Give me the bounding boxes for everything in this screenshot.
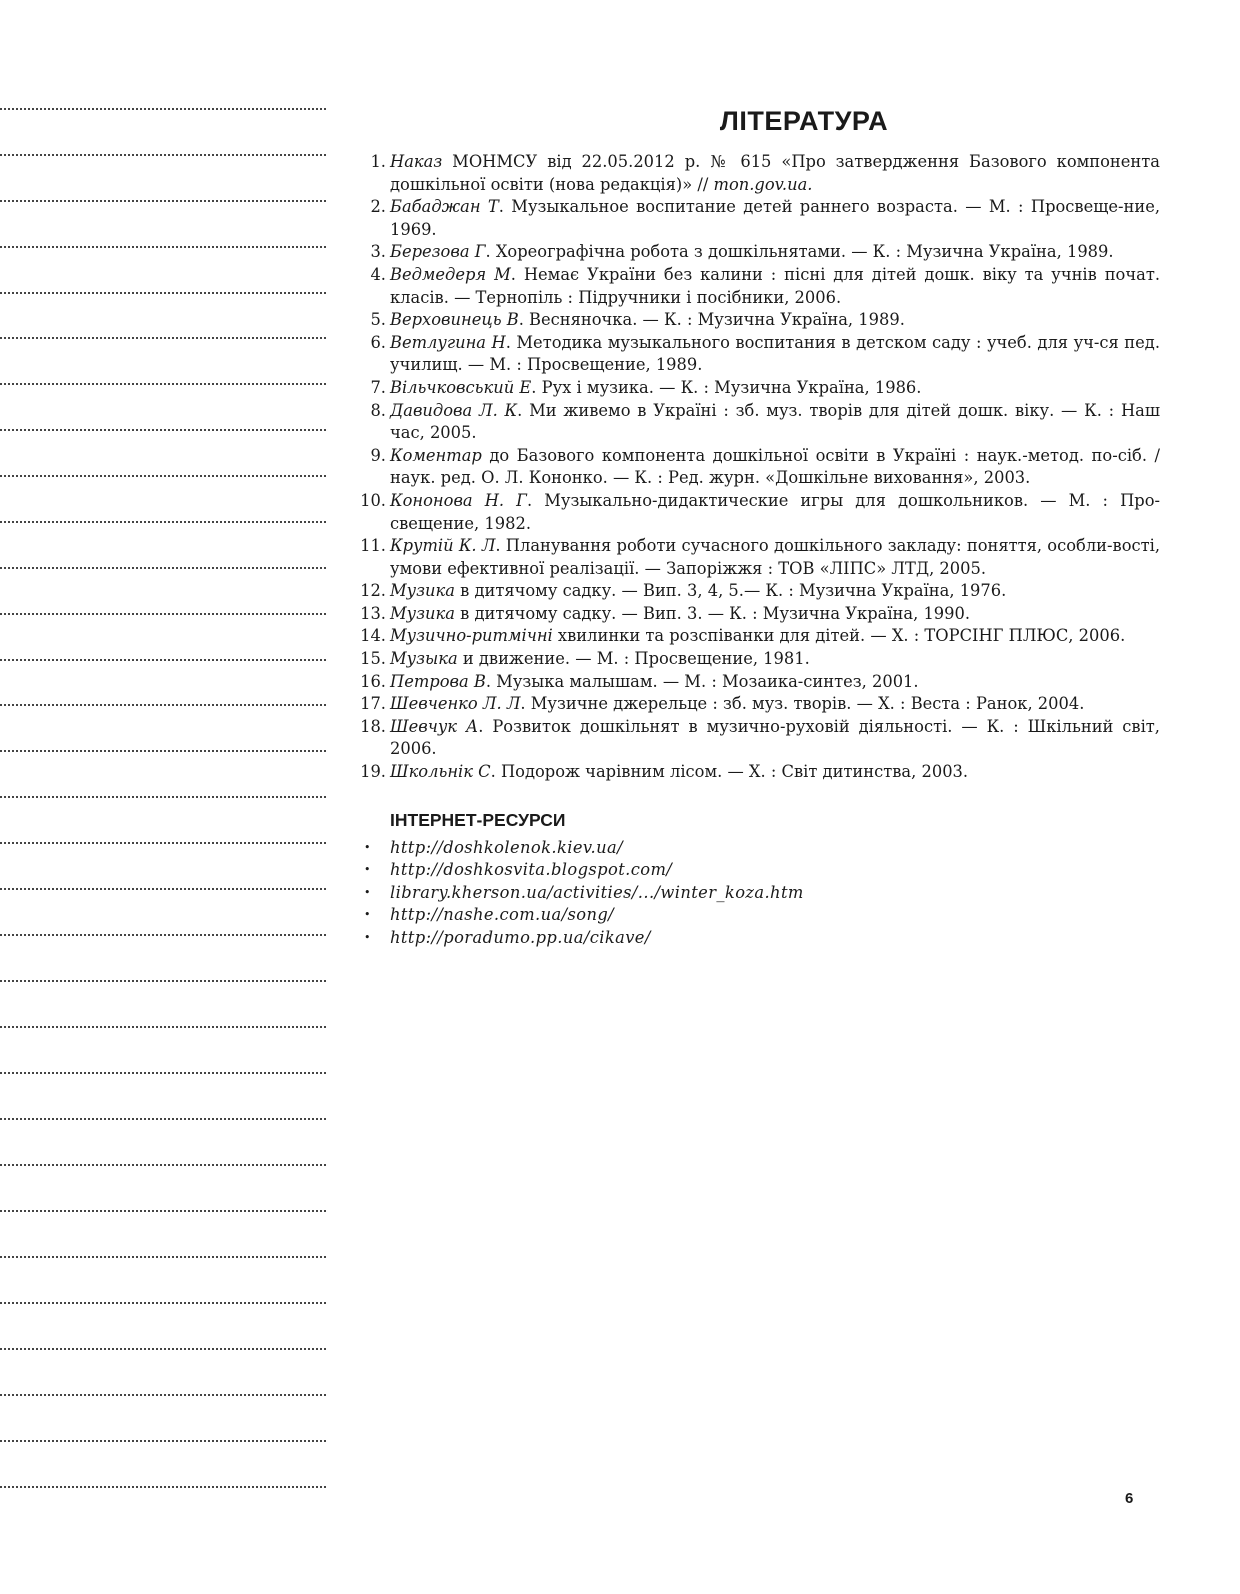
reference-number: 5. bbox=[370, 310, 386, 330]
reference-author: Музыка bbox=[390, 649, 458, 669]
reference-text: и движение. — М. : Просвещение, 1981. bbox=[457, 649, 810, 669]
note-line bbox=[0, 796, 326, 798]
reference-author: Школьнік С bbox=[390, 762, 491, 782]
reference-number: 15. bbox=[360, 649, 386, 669]
reference-item bbox=[352, 445, 1160, 490]
reference-text: . Музыкальное воспитание детей раннего возраста. — М. : Просвеще-ние, 1969. bbox=[390, 197, 1160, 239]
reference-number: 17. bbox=[360, 694, 386, 714]
resource-link[interactable]: library.kherson.ua/activities/.../winter_koza.htm bbox=[390, 882, 804, 902]
reference-text: . Хореографічна робота з дошкільнятами. — К. : Музична Україна, 1989. bbox=[485, 242, 1114, 262]
note-line bbox=[0, 429, 326, 431]
references-list bbox=[352, 151, 1160, 784]
reference-text: до Базового компонента дошкільної освіти в Україні : наук.-метод. по-сіб. / наук. ред. О. Л. Кононко. — К. : Ред. журн. «Дошкільне виховання», 2003. bbox=[390, 445, 1160, 488]
note-line bbox=[0, 704, 326, 706]
reference-author: Ветлугина Н bbox=[390, 332, 506, 352]
reference-item bbox=[352, 671, 1160, 694]
reference-number: 11. bbox=[360, 536, 386, 556]
note-line bbox=[0, 108, 326, 110]
reference-item bbox=[352, 332, 1160, 377]
reference-number: 2. bbox=[370, 197, 386, 217]
resource-link[interactable]: http://poradumo.pp.ua/cikave/ bbox=[390, 928, 651, 947]
resource-link[interactable]: http://nashe.com.ua/song/ bbox=[390, 905, 615, 925]
reference-text: в дитячому садку. — Вип. 3. — К. : Музична Україна, 1990. bbox=[454, 603, 971, 623]
note-line bbox=[0, 246, 326, 248]
reference-text: в дитячому садку. — Вип. 3, 4, 5.— К. : Музична Україна, 1976. bbox=[454, 581, 1007, 601]
reference-number: 12. bbox=[360, 581, 386, 601]
reference-item bbox=[352, 264, 1160, 309]
note-line bbox=[0, 1072, 326, 1074]
note-line bbox=[0, 659, 326, 661]
note-line bbox=[0, 200, 326, 202]
bullet-icon: • bbox=[364, 863, 371, 877]
note-line bbox=[0, 1210, 326, 1212]
reference-text: . Музичне джерельце : зб. муз. творів. — Х. : Веста : Ранок, 2004. bbox=[520, 694, 1085, 714]
reference-item bbox=[352, 580, 1160, 603]
reference-text: . Ми живемо в Україні : зб. муз. творів для дітей дошк. віку. — К. : Наш час, 2005. bbox=[390, 400, 1160, 443]
reference-item bbox=[352, 648, 1160, 671]
note-line bbox=[0, 475, 326, 477]
reference-number: 16. bbox=[360, 671, 386, 691]
note-line bbox=[0, 888, 326, 890]
bullet-icon: • bbox=[364, 931, 371, 944]
reference-number: 10. bbox=[360, 490, 386, 510]
bullet-icon: • bbox=[364, 908, 371, 922]
reference-number: 14. bbox=[360, 626, 386, 646]
reference-item bbox=[352, 400, 1160, 445]
reference-item bbox=[352, 377, 1160, 400]
reference-author: Давидова Л. К bbox=[390, 400, 518, 420]
reference-text: . Рух і музика. — К. : Музична Україна, 1986. bbox=[531, 377, 922, 397]
reference-number: 19. bbox=[360, 762, 386, 782]
note-line bbox=[0, 1394, 326, 1396]
resource-item bbox=[352, 904, 1160, 927]
reference-number: 6. bbox=[370, 332, 386, 352]
reference-number: 8. bbox=[370, 400, 386, 420]
note-line bbox=[0, 1348, 326, 1350]
note-line bbox=[0, 567, 326, 569]
note-line bbox=[0, 1486, 326, 1488]
reference-text: . Весняночка. — К. : Музична Україна, 1989. bbox=[518, 310, 905, 330]
reference-item bbox=[352, 603, 1160, 626]
note-line bbox=[0, 1026, 326, 1028]
bullet-icon: • bbox=[364, 885, 371, 899]
resource-item bbox=[352, 837, 1160, 860]
resource-item bbox=[352, 927, 1160, 950]
reference-item bbox=[352, 716, 1160, 761]
note-line bbox=[0, 1302, 326, 1304]
reference-item bbox=[352, 196, 1160, 241]
reference-item bbox=[352, 693, 1160, 716]
note-line bbox=[0, 842, 326, 844]
internet-resources-title: ІНТЕРНЕТ-РЕСУРСИ bbox=[390, 809, 566, 830]
reference-author: Вільчковський Е bbox=[390, 377, 532, 397]
reference-author: Шевченко Л. Л bbox=[390, 694, 521, 714]
reference-item bbox=[352, 309, 1160, 332]
note-line bbox=[0, 521, 326, 523]
reference-number: 4. bbox=[370, 264, 386, 284]
internet-resources-list bbox=[352, 837, 1160, 950]
reference-text: . Подорож чарівним лісом. — Х. : Світ дитинства, 2003. bbox=[490, 762, 969, 782]
reference-item bbox=[352, 761, 1160, 784]
reference-text: . Музыка малышам. — М. : Мозаика-синтез, 2001. bbox=[485, 671, 919, 691]
reference-author: Кононова Н. Г bbox=[390, 490, 527, 510]
reference-author: Шевчук А bbox=[390, 716, 479, 736]
reference-text: . Методика музыкального воспитания в детском саду : учеб. для уч-ся пед. училищ. — М. : Просвещение, 1989. bbox=[390, 332, 1160, 375]
note-line bbox=[0, 1256, 326, 1258]
resource-link[interactable]: http://doshkolenok.kiev.ua/ bbox=[390, 837, 623, 857]
reference-author: Коментар bbox=[390, 445, 482, 465]
reference-item bbox=[352, 151, 1160, 196]
reference-number: 7. bbox=[370, 377, 386, 397]
notes-column bbox=[0, 0, 326, 1594]
reference-text: . Планування роботи сучасного дошкільного закладу: поняття, особли-вості, умови ефективної реалізації. — Запоріжжя : ТОВ «ЛІПС» ЛТД, 2005. bbox=[390, 536, 1160, 578]
reference-author: Музика bbox=[390, 581, 455, 601]
note-line bbox=[0, 934, 326, 936]
note-line bbox=[0, 1118, 326, 1120]
reference-item bbox=[352, 241, 1160, 264]
note-line bbox=[0, 613, 326, 615]
resource-item bbox=[352, 859, 1160, 882]
reference-author: Бабаджан Т bbox=[390, 197, 499, 217]
reference-author: Верховинець В bbox=[390, 310, 519, 330]
reference-text: . Музыкально-дидактические игры для дошкольников. — М. : Про-свещение, 1982. bbox=[390, 490, 1160, 533]
reference-author: Музично-ритмічні bbox=[390, 626, 553, 646]
page-title: ЛІТЕРАТУРА bbox=[719, 106, 889, 136]
note-line bbox=[0, 292, 326, 294]
resource-item bbox=[352, 882, 1160, 905]
page-number: 6 bbox=[1125, 1490, 1134, 1507]
reference-author: Наказ bbox=[390, 152, 443, 171]
content-area bbox=[352, 106, 1160, 950]
note-line bbox=[0, 383, 326, 385]
reference-author: Ведмедеря М bbox=[390, 264, 511, 284]
reference-number: 9. bbox=[370, 445, 386, 465]
note-line bbox=[0, 1440, 326, 1442]
reference-item bbox=[352, 535, 1160, 580]
reference-number: 13. bbox=[360, 603, 386, 623]
reference-author: Крутій К. Л bbox=[390, 536, 496, 556]
note-line bbox=[0, 337, 326, 339]
reference-author: Петрова В bbox=[390, 671, 486, 691]
resource-link[interactable]: http://doshkosvita.blogspot.com/ bbox=[390, 860, 673, 880]
reference-author: Березова Г bbox=[390, 242, 486, 262]
reference-number: 1. bbox=[370, 152, 386, 171]
reference-number: 18. bbox=[360, 716, 386, 736]
reference-link[interactable]: mon.gov.ua. bbox=[713, 174, 813, 194]
note-line bbox=[0, 154, 326, 156]
reference-number: 3. bbox=[370, 242, 386, 262]
reference-text: хвилинки та розспіванки для дітей. — Х. : ТОРСІНГ ПЛЮС, 2006. bbox=[552, 626, 1126, 646]
note-line bbox=[0, 980, 326, 982]
bullet-icon: • bbox=[364, 840, 371, 854]
note-line bbox=[0, 1164, 326, 1166]
reference-text: . Немає України без калини : пісні для дітей дошк. віку та учнів почат. класів. — Тернопіль : Підручники і посібники, 2006. bbox=[390, 264, 1160, 307]
note-line bbox=[0, 750, 326, 752]
reference-author: Музика bbox=[390, 603, 455, 623]
reference-text: . Розвиток дошкільнят в музично-руховій діяльності. — К. : Шкільний світ, 2006. bbox=[390, 716, 1160, 759]
reference-text: МОНМСУ від 22.05.2012 р. № 615 «Про затвердження Базового компонента дошкільної освіти (нова редакція)» // bbox=[390, 152, 1160, 194]
reference-item bbox=[352, 625, 1160, 648]
reference-item bbox=[352, 490, 1160, 535]
